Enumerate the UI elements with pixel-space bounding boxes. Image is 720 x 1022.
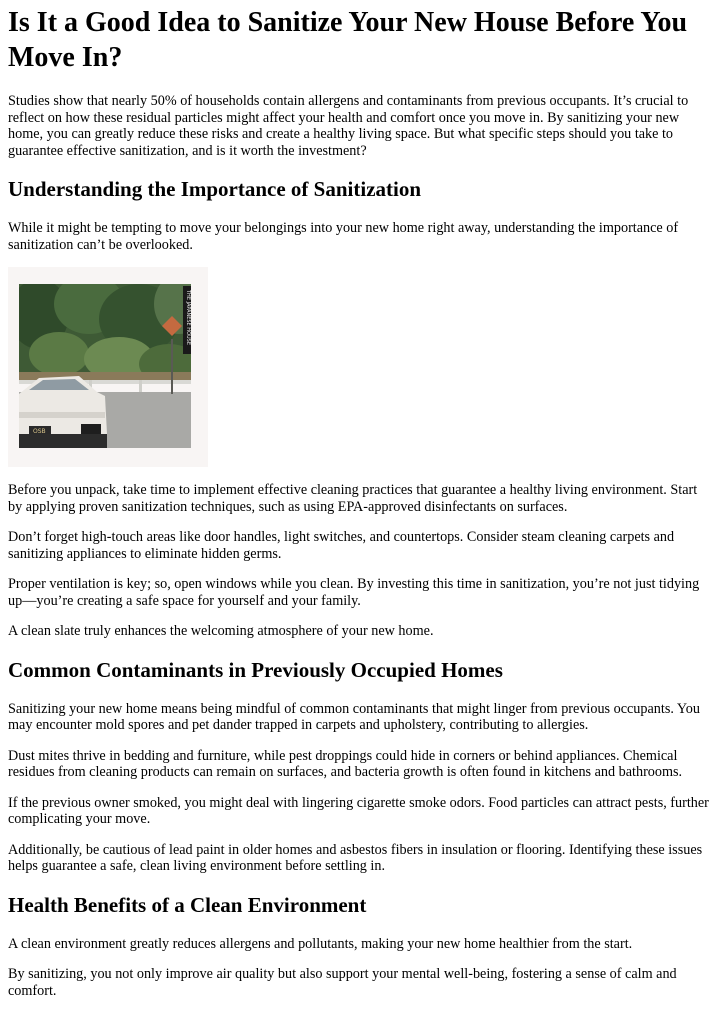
article-image <box>8 267 208 467</box>
album-cover-illustration <box>19 284 191 448</box>
section-heading-health-benefits: Health Benefits of a Clean Environment <box>8 892 367 917</box>
intro-paragraph: Studies show that nearly 50% of households contain allergens and contaminants from previous occupants. It’s crucial to reflect on how these residual particles might affect your health and comfort once you move in. By sanitizing your new home, you can greatly reduce these risks and create a healthy living space. But what specific steps should you take to guarantee effective sanitization, and is it worth the investment? <box>8 93 689 159</box>
section-paragraph: Sanitizing your new home means being mindful of common contaminants that might linger from previous occupants. You may encounter mold spores and pet dander trapped in carpets and upholstery, contributing to allergies. <box>8 700 700 733</box>
section-paragraph: If the previous owner smoked, you might deal with lingering cigarette smoke odors. Food particles can attract pests, further complicating your move. <box>8 794 709 827</box>
section-paragraph: While it might be tempting to move your belongings into your new home right away, understanding the importance of sanitization can’t be overlooked. <box>8 220 679 253</box>
section-paragraph: Additionally, be cautious of lead paint in older homes and asbestos fibers in insulation or flooring. Identifying these issues helps guarantee a safe, clean living environment before settling in. <box>8 841 703 874</box>
section-paragraph: By sanitizing, you not only improve air quality but also support your mental well-being, fostering a sense of calm and comfort. <box>8 966 677 999</box>
section-paragraph: Proper ventilation is key; so, open windows while you clean. By investing this time in sanitization, you’re not just tidying up—you’re creating a safe space for yourself and your family. <box>8 576 700 609</box>
article-title: Is It a Good Idea to Sanitize Your New House Before You Move In? <box>8 7 688 73</box>
section-paragraph: Before you unpack, take time to implement effective cleaning practices that guarantee a healthy living environment. Start by applying proven sanitization techniques, such as using EPA-approved disinfectants on surfaces. <box>8 482 698 515</box>
section-paragraph: A clean environment greatly reduces allergens and pollutants, making your new home healthier from the start. <box>8 935 633 952</box>
section-paragraph: A clean slate truly enhances the welcoming atmosphere of your new home. <box>8 623 434 639</box>
sign-text: THE JAPANESE HOUSE <box>185 290 191 345</box>
section-heading-contaminants: Common Contaminants in Previously Occupied Homes <box>8 657 503 682</box>
section-paragraph: Don’t forget high-touch areas like door handles, light switches, and countertops. Consider steam cleaning carpets and sanitizing appliances to eliminate hidden germs. <box>8 529 675 562</box>
section-heading-importance: Understanding the Importance of Sanitization <box>8 177 422 201</box>
article <box>0 5 720 999</box>
plate-text: OSB <box>33 428 46 435</box>
section-paragraph: Dust mites thrive in bedding and furniture, while pest droppings could hide in corners or behind appliances. Chemical residues from cleaning products can remain on surfaces, and bacteria growth is often found in kitchens and bathrooms. <box>8 747 683 780</box>
